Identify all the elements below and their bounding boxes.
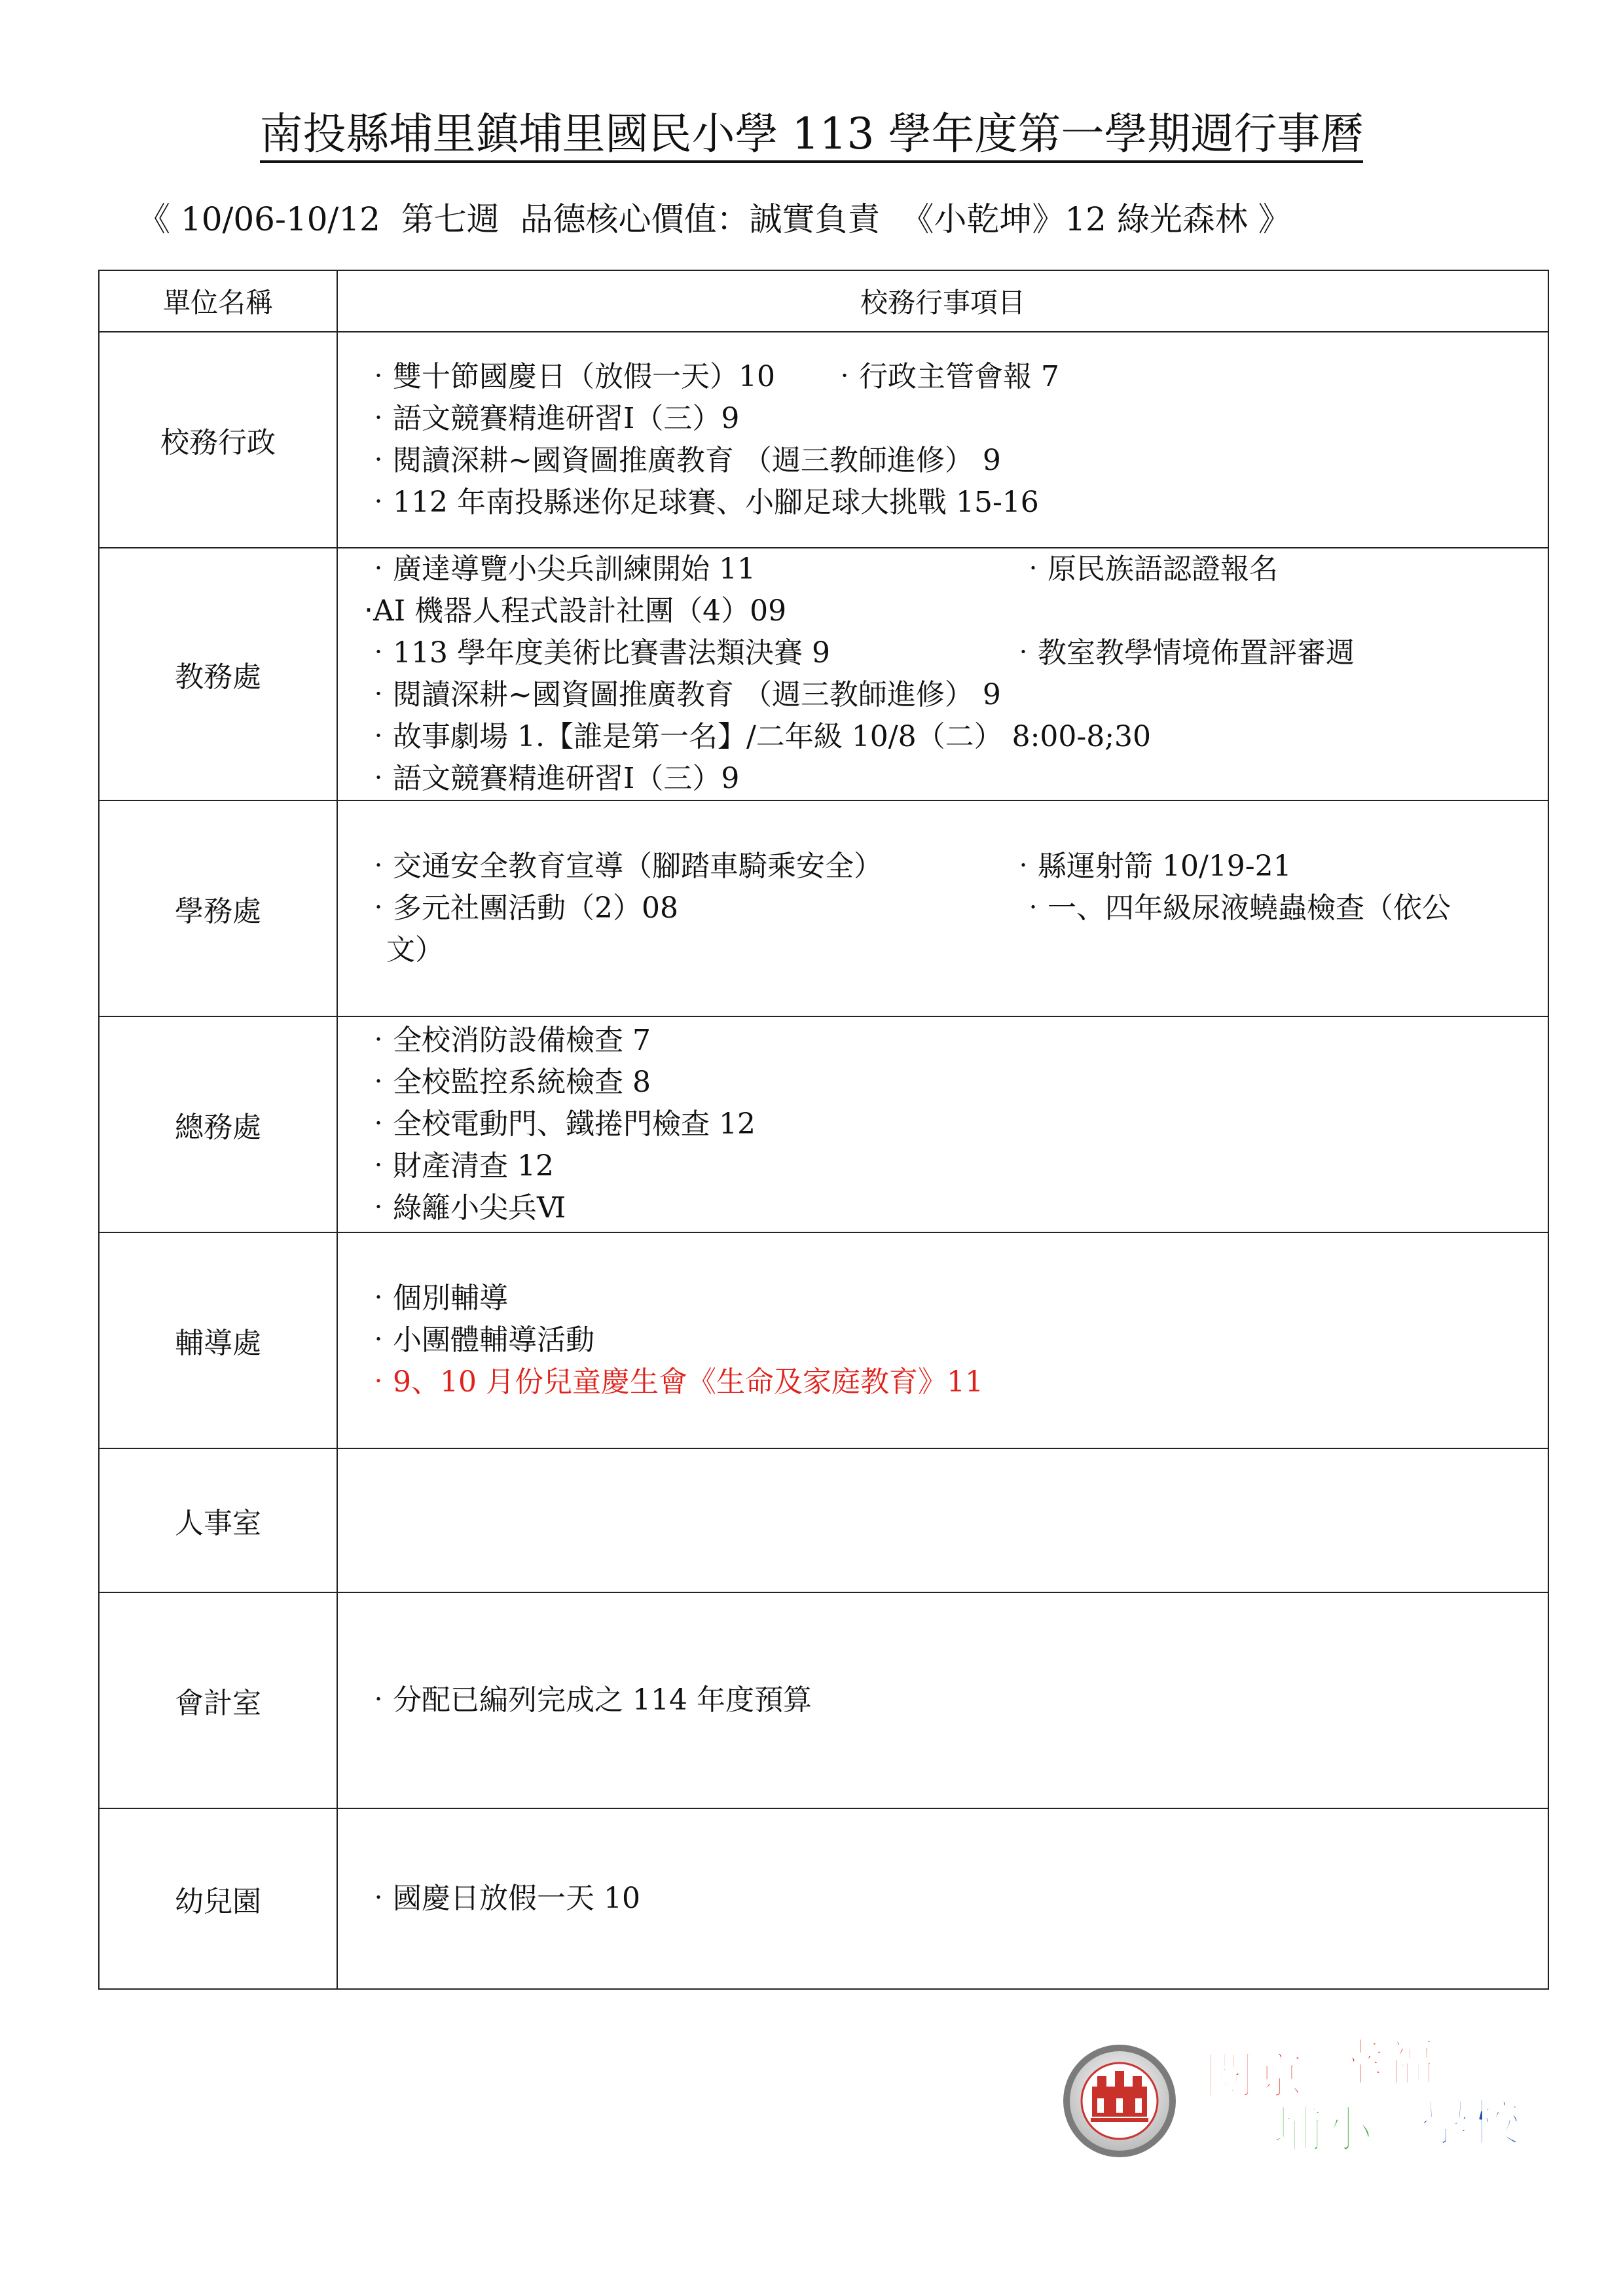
unit-items <box>337 1808 1548 1989</box>
school-logo-graphic <box>1054 2022 1545 2179</box>
list-item: ‧多元社團活動（2）08 ‧一、四年級尿液蟯蟲檢查（依公 <box>364 891 1451 925</box>
svg-text:埔小: 埔小 <box>1273 2100 1373 2159</box>
table-row <box>99 800 1548 1016</box>
table-row <box>99 1808 1548 1989</box>
unit-items <box>337 1448 1548 1592</box>
list-item: ‧全校電動門、鐵捲門檢查 12 <box>364 1107 756 1141</box>
header-items: 校務行事項目 <box>337 270 1548 332</box>
unit-name: 輔導處 <box>99 1232 337 1448</box>
unit-name: 人事室 <box>99 1448 337 1592</box>
table-row <box>99 1232 1548 1448</box>
unit-items <box>337 1016 1548 1232</box>
list-item: ‧國慶日放假一天 10 <box>364 1882 640 1915</box>
list-item: ‧AI 機器人程式設計社團（4）09 <box>364 594 787 628</box>
unit-items <box>337 548 1548 800</box>
list-item: ‧雙十節國慶日（放假一天）10 ‧行政主管會報 7 <box>364 360 1059 393</box>
list-item: ‧小團體輔導活動 <box>364 1323 594 1357</box>
list-item: ‧語文競賽精進研習Ⅰ（三）9 <box>364 402 740 435</box>
document-title: 南投縣埔里鎮埔里國民小學 113 學年度第一學期週行事曆 <box>0 105 1623 164</box>
list-item: ‧113 學年度美術比賽書法類決賽 9 ‧教室教學情境佈置評審週 <box>364 636 1355 670</box>
list-item: ‧全校消防設備檢查 7 <box>364 1024 651 1057</box>
list-item: ‧故事劇場 1.【誰是第一名】/二年級 10/8（二） 8:00-8;30 <box>364 720 1152 753</box>
school-logo <box>1054 2022 1545 2179</box>
list-item: ‧閱讀深耕~國資圖推廣教育 （週三教師進修） 9 <box>364 444 1001 477</box>
table-row <box>99 1448 1548 1592</box>
list-item: ‧閱讀深耕~國資圖推廣教育 （週三教師進修） 9 <box>364 678 1001 711</box>
svg-text:幸福: 幸福 <box>1336 2034 1435 2092</box>
unit-name: 學務處 <box>99 800 337 1016</box>
list-item: ‧交通安全教育宣導（腳踏車騎乘安全） ‧縣運射箭 10/19-21 <box>364 850 1292 883</box>
unit-items <box>337 332 1548 548</box>
unit-name: 幼兒園 <box>99 1808 337 1989</box>
table-row <box>99 1592 1548 1808</box>
list-item: ‧全校監控系統檢查 8 <box>364 1066 651 1099</box>
table-header-row <box>99 270 1548 332</box>
weekly-calendar-table <box>98 270 1549 1990</box>
unit-name: 總務處 <box>99 1016 337 1232</box>
table-row <box>99 548 1548 800</box>
svg-text:閱京: 閱京 <box>1205 2047 1304 2105</box>
unit-name: 教務處 <box>99 548 337 800</box>
svg-text:學校: 學校 <box>1421 2094 1520 2152</box>
unit-name: 會計室 <box>99 1592 337 1808</box>
list-item: ‧分配已編列完成之 114 年度預算 <box>364 1683 812 1717</box>
list-item: ‧個別輔導 <box>364 1282 508 1315</box>
list-item: ‧112 年南投縣迷你足球賽、小腳足球大挑戰 15-16 <box>364 486 1039 519</box>
table-row <box>99 1016 1548 1232</box>
header-unit: 單位名稱 <box>99 270 337 332</box>
list-item: ‧財產清查 12 <box>364 1149 554 1183</box>
unit-items <box>337 800 1548 1016</box>
list-item: ‧綠籬小尖兵Ⅵ <box>364 1191 566 1225</box>
table-row <box>99 332 1548 548</box>
list-item: ‧廣達導覽小尖兵訓練開始 11 ‧原民族語認證報名 <box>364 552 1278 586</box>
list-item: ‧語文競賽精進研習Ⅰ（三）9 <box>364 762 740 795</box>
unit-items <box>337 1592 1548 1808</box>
week-subtitle: 《 10/06-10/12 第七週 品德核心價值：誠實負責 《小乾坤》12 綠光森林 》 <box>137 200 1291 238</box>
unit-name: 校務行政 <box>99 332 337 548</box>
list-item-continuation: 文） <box>386 933 444 967</box>
list-item-highlight: ‧9、10 月份兒童慶生會《生命及家庭教育》11 <box>364 1365 983 1399</box>
unit-items <box>337 1232 1548 1448</box>
